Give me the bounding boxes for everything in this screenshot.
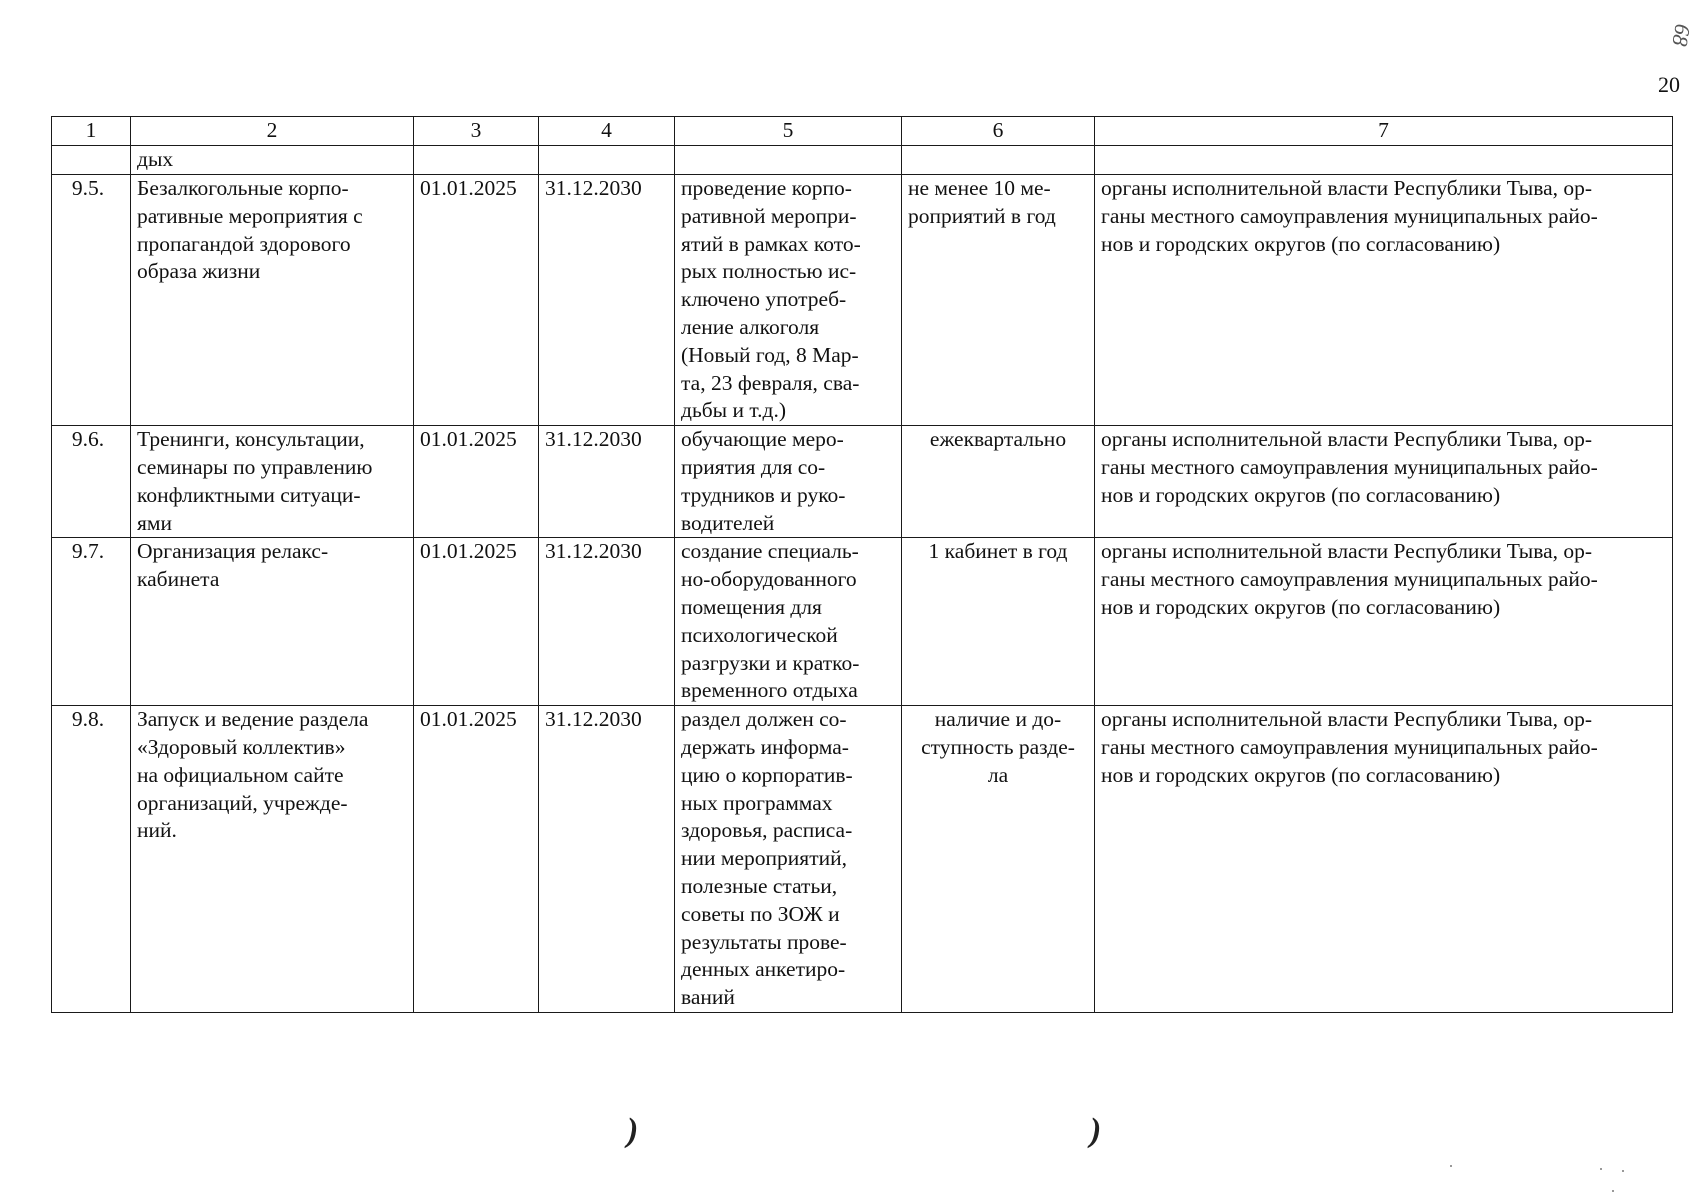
corner-handwritten-mark: 68 (1667, 22, 1696, 49)
row-number: 9.7. (52, 538, 131, 706)
header-col-1: 1 (52, 117, 131, 146)
table-row (52, 426, 1673, 538)
table-row (52, 175, 1673, 426)
measure-description: раздел должен со- держать информа- цию о корпоратив- ных программах здоровья, расписа- нии мероприятий, полезные статьи, советы по ЗОЖ и результаты прове- денных анкетиро- ваний (675, 706, 902, 1013)
measure-name: Тренинги, консультации, семинары по управлению конфликтными ситуаци- ями (131, 426, 414, 538)
scan-speck (1450, 1165, 1452, 1167)
measure-name: Безалкогольные корпо- ративные мероприятия с пропагандой здорового образа жизни (131, 175, 414, 426)
measure-description: обучающие меро- приятия для со- трудников и руко- водителей (675, 426, 902, 538)
header-col-6: 6 (902, 117, 1095, 146)
end-date: 31.12.2030 (539, 175, 675, 426)
end-date: 31.12.2030 (539, 538, 675, 706)
start-date: 01.01.2025 (414, 706, 539, 1013)
measure-indicator: не менее 10 ме- роприятий в год (902, 175, 1095, 426)
scan-speck (1600, 1168, 1602, 1170)
measure-name: Организация релакс- кабинета (131, 538, 414, 706)
table-continuation-row (52, 146, 1673, 175)
measure-indicator: 1 кабинет в год (902, 538, 1095, 706)
header-col-7: 7 (1095, 117, 1673, 146)
measure-description: проведение корпо- ративной меропри- ятий в рамках кото- рых полностью ис- ключено употреб- ление алкоголя (Новый год, 8 Мар- та, 23 февраля, сва- дьбы и т.д.) (675, 175, 902, 426)
measure-description: создание специаль- но-оборудованного помещения для психологической разгрузки и кратко- временного отдыха (675, 538, 902, 706)
end-date: 31.12.2030 (539, 706, 675, 1013)
measure-indicator: наличие и до- ступность разде- ла (902, 706, 1095, 1013)
responsible-parties: органы исполнительной власти Республики Тыва, ор- ганы местного самоуправления муниципальных райо- нов и городских округов (по согласованию) (1095, 706, 1673, 1013)
header-col-2: 2 (131, 117, 414, 146)
responsible-parties: органы исполнительной власти Республики Тыва, ор- ганы местного самоуправления муниципальных райо- нов и городских округов (по согласованию) (1095, 426, 1673, 538)
responsible-parties: органы исполнительной власти Республики Тыва, ор- ганы местного самоуправления муниципальных райо- нов и городских округов (по согласованию) (1095, 538, 1673, 706)
scan-artifact-mark: ) (1090, 1112, 1102, 1149)
header-col-3: 3 (414, 117, 539, 146)
row-number: 9.5. (52, 175, 131, 426)
table-row (52, 706, 1673, 1013)
table-row (52, 538, 1673, 706)
scan-artifact-mark: ) (627, 1112, 639, 1149)
row-number: 9.8. (52, 706, 131, 1013)
header-col-5: 5 (675, 117, 902, 146)
start-date: 01.01.2025 (414, 426, 539, 538)
table-header-row (52, 117, 1673, 146)
start-date: 01.01.2025 (414, 538, 539, 706)
start-date: 01.01.2025 (414, 175, 539, 426)
row-number: 9.6. (52, 426, 131, 538)
page-number: 20 (1658, 72, 1680, 97)
measure-name: Запуск и ведение раздела «Здоровый коллектив» на официальном сайте организаций, учрежде- ний. (131, 706, 414, 1013)
continuation-text: дых (131, 146, 414, 175)
measures-table (51, 116, 1673, 1013)
scan-speck (1622, 1170, 1624, 1172)
measure-indicator: ежеквартально (902, 426, 1095, 538)
responsible-parties: органы исполнительной власти Республики Тыва, ор- ганы местного самоуправления муниципальных райо- нов и городских округов (по согласованию) (1095, 175, 1673, 426)
end-date: 31.12.2030 (539, 426, 675, 538)
header-col-4: 4 (539, 117, 675, 146)
scan-speck (1612, 1190, 1614, 1192)
